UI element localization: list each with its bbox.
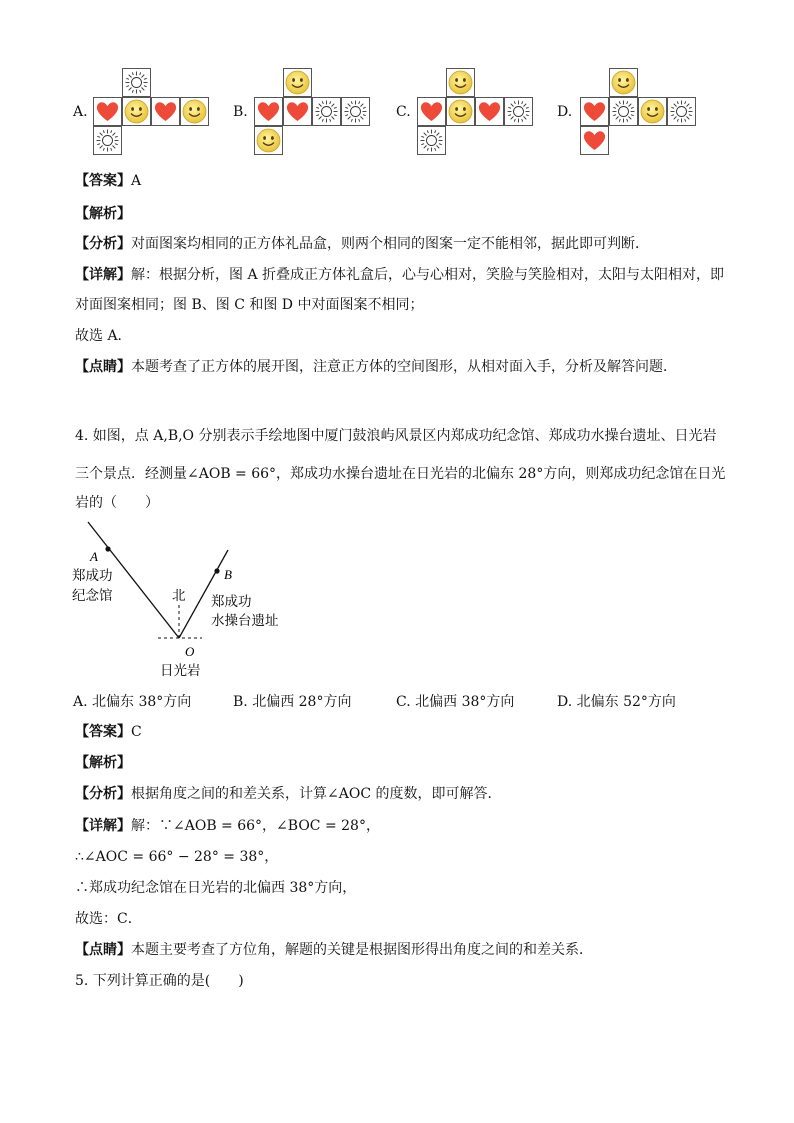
q4-xiangjie-3: ∴郑成功纪念馆在日光岩的北偏西 38°方向， <box>75 880 357 896</box>
q3-option-d-label: D. <box>557 104 573 120</box>
sun-icon <box>609 97 638 126</box>
label-o: 日光岩 <box>160 663 201 679</box>
q4-direction-figure <box>66 518 306 683</box>
heart-icon <box>254 97 283 126</box>
point-a-dot <box>105 546 110 551</box>
label-b-line2: 水操台遗址 <box>211 613 279 629</box>
answer-value: A <box>131 173 142 189</box>
dianjing-tag: 【点睛】 <box>75 942 131 958</box>
q3-fenxi <box>75 235 649 253</box>
answer-value: C <box>131 724 142 740</box>
smiley-icon <box>638 97 667 126</box>
point-o-label: O <box>185 644 195 659</box>
q3-option-a-label: A. <box>73 104 88 120</box>
q3-option-b-label: B. <box>233 104 248 120</box>
smiley-icon <box>609 68 638 97</box>
xiangjie-tag: 【详解】 <box>75 267 131 283</box>
q4-choice-d: D. 北偏东 52°方向 <box>557 694 676 710</box>
heart-icon <box>475 97 504 126</box>
heart-icon <box>580 126 609 155</box>
label-a-line1: 郑成功 <box>72 568 113 584</box>
q4-choice-b: B. 北偏西 28°方向 <box>233 694 352 710</box>
sun-icon <box>122 68 151 97</box>
sun-icon <box>417 126 446 155</box>
smiley-icon <box>122 97 151 126</box>
q5-stem: 5. 下列计算正确的是( ) <box>75 973 244 989</box>
heart-icon <box>151 97 180 126</box>
sun-icon <box>312 97 341 126</box>
smiley-icon <box>254 126 283 155</box>
dianjing-text: 本题考查了正方体的展开图，注意正方体的空间图形，从相对面入手，分析及解答问题． <box>131 359 677 375</box>
q4-stem-3: 岩的（ ） <box>75 495 159 511</box>
q4-analysis-tag: 【解析】 <box>75 755 131 771</box>
fenxi-text: 对面图案均相同的正方体礼品盒，则两个相同的图案一定不能相邻，据此即可判断． <box>131 236 649 252</box>
north-label: 北 <box>172 588 186 604</box>
xiangjie-tag: 【详解】 <box>75 818 131 834</box>
heart-icon <box>283 97 312 126</box>
label-b-line1: 郑成功 <box>211 594 252 610</box>
q4-dianjing <box>75 941 593 959</box>
q3-analysis-tag: 【解析】 <box>75 206 131 222</box>
q3-conclusion: 故选 A． <box>75 328 132 344</box>
label-a-line2: 纪念馆 <box>72 588 113 604</box>
answer-tag: 【答案】 <box>75 724 131 740</box>
q3-xiangjie-1 <box>75 266 724 284</box>
q4-choice-a: A. 北偏东 38°方向 <box>73 694 192 710</box>
q4-xiangjie-1 <box>75 817 380 835</box>
answer-tag: 【答案】 <box>75 173 131 189</box>
q3-dianjing <box>75 358 677 376</box>
smiley-icon <box>180 97 209 126</box>
q4-choice-c: C. 北偏西 38°方向 <box>396 694 515 710</box>
sun-icon <box>504 97 533 126</box>
dianjing-tag: 【点睛】 <box>75 359 131 375</box>
point-b-label: B <box>224 567 232 582</box>
q4-fenxi <box>75 785 501 803</box>
fenxi-tag: 【分析】 <box>75 236 131 252</box>
xiangjie-text: 解：∵∠AOB = 66°，∠BOC = 28°， <box>131 818 380 834</box>
dianjing-text: 本题主要考查了方位角，解题的关键是根据图形得出角度之间的和差关系． <box>131 942 593 958</box>
q3-xiangjie-2: 对面图案相同；图 B、图 C 和图 D 中对面图案不相同； <box>75 297 424 313</box>
smiley-icon <box>283 68 312 97</box>
fenxi-tag: 【分析】 <box>75 786 131 802</box>
sun-icon <box>667 97 696 126</box>
point-a-label: A <box>90 549 98 564</box>
q4-stem-1: 4. 如图，点 A,B,O 分别表示手绘地图中厦门鼓浪屿风景区内郑成功纪念馆、郑成功水操台遗址、日光岩 <box>75 428 717 444</box>
smiley-icon <box>446 68 475 97</box>
heart-icon <box>417 97 446 126</box>
q4-answer <box>75 723 142 741</box>
q3-option-c-label: C. <box>396 104 411 120</box>
q4-conclusion: 故选：C． <box>75 911 142 927</box>
sun-icon <box>93 126 122 155</box>
sun-icon <box>341 97 370 126</box>
point-b-dot <box>214 568 219 573</box>
heart-icon <box>580 97 609 126</box>
fenxi-text: 根据角度之间的和差关系，计算∠AOC 的度数，即可解答． <box>131 786 502 802</box>
q4-xiangjie-2: ∴∠AOC = 66° − 28° = 38°， <box>75 849 279 865</box>
smiley-icon <box>446 97 475 126</box>
xiangjie-text: 解：根据分析，图 A 折叠成正方体礼盒后，心与心相对，笑脸与笑脸相对，太阳与太阳相对，即 <box>131 267 725 283</box>
heart-icon <box>93 97 122 126</box>
q4-stem-2: 三个景点．经测量∠AOB = 66°，郑成功水操台遗址在日光岩的北偏东 28°方向，则郑成功纪念馆在日光 <box>75 466 726 482</box>
q3-answer <box>75 172 141 190</box>
